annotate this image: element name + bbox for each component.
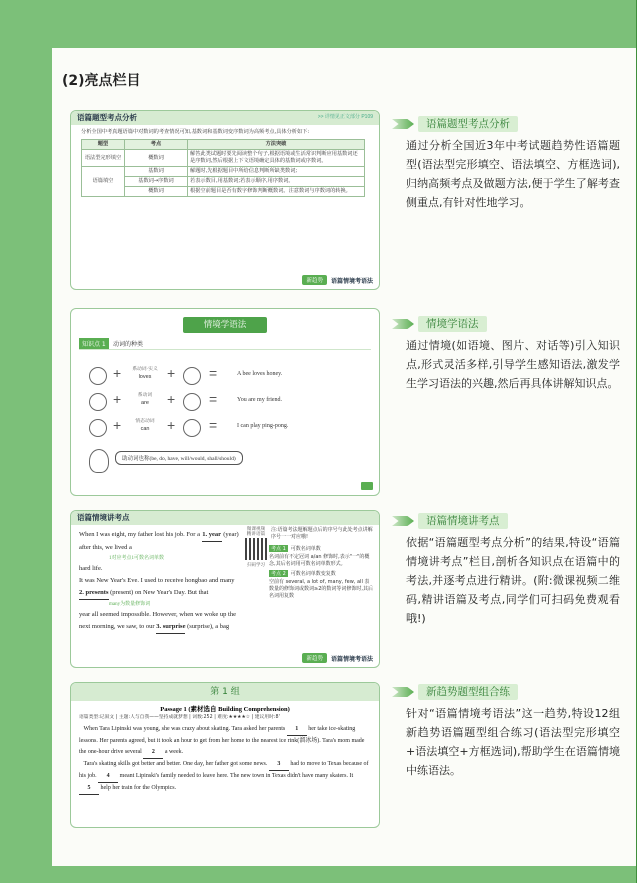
- point-name: 可数名词单数变复数: [290, 571, 336, 577]
- right-section-title-text: 新趋势题型组合练: [418, 684, 518, 700]
- ping-pong-icon: [183, 419, 201, 437]
- helper-character-icon: [89, 449, 109, 473]
- equation-row: [89, 391, 359, 413]
- example-sentence: I can play ping-pong.: [237, 423, 289, 429]
- arrow-icon: [392, 319, 414, 329]
- verb-type-label: 情态动词: [135, 419, 155, 424]
- boy-icon: [89, 393, 107, 411]
- table-row: [82, 167, 365, 177]
- card-header: [71, 111, 379, 125]
- card-footer: [302, 653, 373, 663]
- passage-sentence: hard life.: [79, 565, 103, 572]
- table-cell: 概数词: [125, 150, 188, 167]
- table-cell: 语篇填空: [82, 167, 125, 197]
- verb-word: loves: [138, 374, 152, 380]
- equals-icon: =: [209, 391, 218, 407]
- table-header-row: [82, 140, 365, 150]
- plus-icon: +: [167, 391, 176, 407]
- passage-sentence: (surprise), a bag: [187, 623, 230, 630]
- passage-sentence: a week.: [164, 749, 184, 755]
- card-intro: 分析全国中考真题语篇中对数词的考查情况可知,基数词和基数词变序数词为高频考点,具体分析如下:: [81, 129, 310, 135]
- passage-meta: 语篇类型:记叙文 | 主题:人与自我——坚持成就梦想 | 词数:252 | 难度:★★★★☆ | 建议用时:8': [79, 715, 280, 720]
- point-tag: 考点 2: [271, 571, 286, 577]
- passage-sentence: Tara's skating skills got better and better. One day, her father got some news.: [83, 761, 268, 767]
- right-section-title-text: 语篇题型考点分析: [418, 116, 518, 132]
- card-banner: 情境学语法: [183, 317, 267, 333]
- point-description: 名词前有不定冠词 a/an 修饰时,表示"一"的概念,其后名词用可数名词单数形式。: [269, 554, 370, 567]
- answer-blank: 2: [143, 747, 163, 759]
- section-title: (2)亮点栏目: [62, 73, 141, 89]
- trend-tag: 新趋势: [302, 653, 327, 663]
- honey-icon: [183, 367, 201, 385]
- point-tag: 考点 1: [271, 546, 286, 552]
- card-passage-points: [70, 510, 380, 668]
- verb-type-label: 系动词·实义: [132, 367, 158, 372]
- point-connector: many为数量修饰词: [109, 602, 151, 607]
- table-cell: 若表示数目,用基数词;若表示顺序,用序数词。: [188, 177, 365, 187]
- table-cell: 解答此类试题时要先阅读整个句子,根据语境或生活常识判断应用基数词还是序数词,然后根据上下文语境确定具体的基数词或序数词。: [188, 150, 365, 167]
- right-section-title: [392, 684, 518, 700]
- analysis-table: [81, 139, 365, 197]
- bee-icon: [89, 367, 107, 385]
- right-section-title: [392, 116, 518, 132]
- passage-sentence: meant Lipinski's family needed to leave here. The new town in Texas didn't have many skaters. It: [119, 773, 354, 779]
- point-heading: [269, 545, 373, 552]
- passage-sentence: year all seemed impossible. However, when we woke up the next morning, we saw, to our: [79, 611, 236, 630]
- arrow-icon: [392, 119, 414, 129]
- card-situational-grammar: [70, 308, 380, 496]
- verb-word: are: [141, 400, 149, 406]
- right-section-text: 通过分析全国近3年中考试题趋势性语篇题型(语法型完形填空、语法填空、方框选词),归纳高频考点及做题方法,便于学生了解考查侧重点,有针对性地学习。: [406, 139, 620, 209]
- verb-type-label: 系动词: [137, 393, 153, 398]
- note-text: 注:语篇考法题解题点后的序号与此处考点讲解序号一一对应哦!: [271, 527, 373, 540]
- passage-sentence: had to move to Texas because of his job.: [79, 761, 369, 779]
- equals-icon: =: [209, 365, 218, 381]
- passage-sentence: When Tara Lipinski was young, she was crazy about skating. Tara asked her parents: [83, 726, 286, 732]
- passage-sentence: When I was eight, my father lost his job. For a: [79, 531, 200, 538]
- speech-bubble: 助动词也称(be, do, have, will/would, shall/should): [115, 451, 243, 465]
- right-section-text: 针对“语篇情境考语法”这一趋势,特设12组新趋势语篇题型组合练习(语法型完形填空+语法填空+方框选词),帮助学生在语篇情境中练语法。: [406, 707, 620, 777]
- passage-title: Passage 1 (素材选自 Building Comprehension): [160, 706, 290, 713]
- passage-sentence: help her train for the Olympics.: [100, 785, 177, 791]
- plus-icon: +: [113, 365, 122, 381]
- table-cell: 基数词: [125, 167, 188, 177]
- trend-label: 语篇情境考语法: [330, 655, 373, 663]
- table-row: [82, 150, 365, 167]
- answer-blank: 3. surprise: [156, 621, 185, 634]
- card-combined-practice: [70, 682, 380, 828]
- card-header: [71, 511, 379, 525]
- passage-sentence: It was New Year's Eve. I used to receive hongbao and many: [79, 577, 235, 584]
- table-cell: 解题时,先根据题目中所给信息判断所缺类数词;: [188, 167, 365, 177]
- answer-blank: 1: [287, 724, 307, 736]
- passage-text: [79, 724, 371, 795]
- equation-row: [89, 365, 359, 387]
- point-heading: [269, 570, 373, 577]
- equals-icon: =: [209, 417, 218, 433]
- passage-sentence: (year) after this, we lived a: [79, 531, 239, 551]
- table-row: [82, 187, 365, 197]
- group-header: 第 1 组: [71, 683, 379, 701]
- table-cell: 根据空前题目是否有数字修饰判断概数词。注意数词与序数词的转换。: [188, 187, 365, 197]
- point-connector: 1对应考点1可数名词单数: [109, 556, 165, 561]
- right-section-text: 通过情境(如语境、图片、对话等)引入知识点,形式灵活多样,引导学生感知语法,激发学生学习语法的兴趣,然后再具体讲解知识点。: [406, 339, 620, 390]
- girl-icon: [89, 419, 107, 437]
- card-topic-analysis: [70, 110, 380, 290]
- plus-icon: +: [167, 365, 176, 381]
- plus-icon: +: [113, 417, 122, 433]
- grammar-badge-icon: [361, 482, 373, 490]
- answer-blank: 3: [269, 759, 289, 771]
- right-section-title: [392, 316, 487, 332]
- arrow-icon: [392, 687, 414, 697]
- card-footer: [302, 275, 373, 285]
- example-sentence: A bee loves honey.: [237, 371, 283, 377]
- qr-code-icon[interactable]: [245, 538, 267, 560]
- qr-label: 扫码学习: [247, 563, 265, 568]
- table-header: 考点: [125, 140, 188, 150]
- card-title: 语篇情境讲考点: [77, 513, 130, 522]
- trend-label: 语篇情境考语法: [330, 277, 373, 285]
- table-row: [82, 177, 365, 187]
- answer-blank: 4: [98, 771, 118, 783]
- knowledge-point-tag: 知识点 1: [79, 338, 109, 349]
- answer-blank: 2. presents: [79, 587, 109, 600]
- point-description: 空前有 several, a lot of, many, few, all 表数量的修饰词或数词≥2的数词等词修饰时,其后名词用复数: [269, 579, 373, 599]
- knowledge-point-name: 动词的种类: [113, 341, 144, 348]
- knowledge-point: [79, 338, 371, 350]
- right-section-title: [392, 513, 508, 529]
- table-cell: 基数词→序数词: [125, 177, 188, 187]
- card-title: 语篇题型考点分析: [77, 113, 137, 122]
- equation-row: [89, 417, 359, 439]
- table-cell: 概数词: [125, 187, 188, 197]
- friend-icon: [183, 393, 201, 411]
- answer-blank: 1. year: [202, 529, 222, 542]
- point-name: 可数名词单数: [290, 546, 321, 552]
- right-section-title-text: 情境学语法: [418, 316, 487, 332]
- point-list: [269, 545, 373, 600]
- qr-text: 微课视频 精讲语篇: [246, 527, 266, 537]
- right-section-text: 依据“语篇题型考点分析”的结果,特设“语篇情境讲考点”栏目,剖析各知识点在语篇中的考法,并逐考点进行精讲。(附:微课视频二维码,精讲语篇及考点,同学们可扫码免费观看哦!): [406, 536, 620, 625]
- plus-icon: +: [167, 417, 176, 433]
- verb-word: can: [140, 426, 150, 432]
- table-header: 题型: [82, 140, 125, 150]
- card-reference: >> 详情见正文部分 P109: [317, 114, 373, 120]
- passage-sentence: (present) on New Year's Day. But that: [110, 589, 209, 596]
- table-header: 方法突破: [188, 140, 365, 150]
- right-section-title-text: 语篇情境讲考点: [418, 513, 508, 529]
- plus-icon: +: [113, 391, 122, 407]
- answer-blank: 5: [79, 783, 99, 795]
- trend-tag: 新趋势: [302, 275, 327, 285]
- table-cell: 语法型完形填空: [82, 150, 125, 167]
- arrow-icon: [392, 516, 414, 526]
- passage-sentence: her take ice-skating lessons. Her parents agreed, but it took an hour to get from her home to the nearest ice rink(溜冰场). Tara's mom made the one-hour drive several: [79, 726, 365, 755]
- example-sentence: You are my friend.: [237, 397, 283, 403]
- passage-text: [79, 529, 244, 634]
